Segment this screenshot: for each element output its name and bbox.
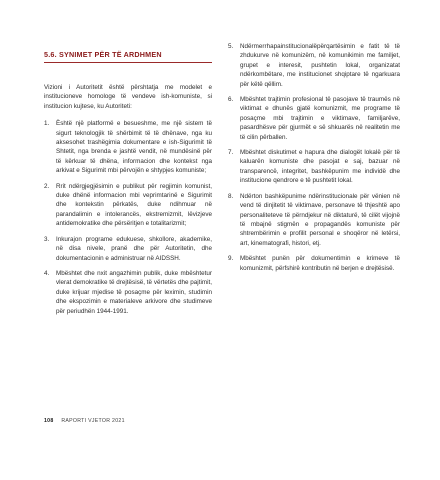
list-item xyxy=(228,254,400,273)
item-text: Mbështet diskutimet e hapura dhe dialogët lokalë për të kaluarën komuniste dhe pasojat e saj, bazuar në transparencë, integritet, bashkëpunim me individë dhe institucione qendrore e të pushtetit lokal. xyxy=(240,149,400,185)
item-text: Mbështet punën për dokumentimin e krimeve të komunizmit, përfshirë kontributin në berjen e drejtësisë. xyxy=(240,255,400,272)
right-column xyxy=(228,42,400,279)
item-number: 3. xyxy=(44,235,50,243)
item-text: Rrit ndërgjegjësimin e publikut për regjimin komunist, duke dhënë informacion mbi veprimtarinë e Sigurimit dhe kontekstin përkatës, duke ndihmuar në parandalimin e intolerancës, ekstremizmit, lëvizjeve antidemokratike dhe përsëritjen e totalitarizmit; xyxy=(56,182,212,228)
list-item xyxy=(228,95,400,142)
item-text: Inkurajon programe edukuese, shkollore, akademike, në disa nivele, pranë dhe për Autoritetin, dhe dokumentacionin e administruar në AIDSSH. xyxy=(56,235,212,262)
item-number: 8. xyxy=(228,192,234,200)
item-number: 9. xyxy=(228,255,234,263)
item-number: 2. xyxy=(44,182,50,190)
item-number: 5. xyxy=(228,43,234,50)
list-item xyxy=(44,235,212,263)
report-title: RAPORTI VJETOR 2021 xyxy=(61,418,125,424)
list-item xyxy=(228,148,400,186)
page-footer xyxy=(44,418,125,424)
recommendations-list-right xyxy=(228,42,400,273)
list-item xyxy=(228,42,400,89)
item-text: Ndërmerrhapainstitucionalëpërqartësimin e fatit të të zhdukurve në komunizëm, në komunikimin me familjet, grupet e interesit, pushtetin lokal, organizatat ndërkombëtare, me institucionet shqiptare të ngarkuara për këtë qëllim. xyxy=(240,43,400,88)
recommendations-list-left xyxy=(44,119,212,316)
item-text: Ndërton bashkëpunime ndërinstitucionale për vënien në vend të dinjitetit të viktimave, personave të thjeshtë apo personaliteteve të përndjekur në diktaturë, të cilët vijojnë të mbajnë stigmën e propagandës komuniste për shtrembërimin e profilit personal e shoqëror në letërsi, art, kinematografi, histori, etj. xyxy=(240,192,400,247)
list-item xyxy=(44,182,212,229)
item-text: Mbështet trajtimin profesional të pasojave të traumës në viktimat e dhunës gjatë komunizmit, me programe të posaçme mbi trajtimin e viktimave, familjarëve, pasardhësve për gjurmët e së shkuarës në realitetin me të cilin përballen. xyxy=(240,96,400,141)
left-column xyxy=(44,42,212,322)
item-number: 6. xyxy=(228,96,234,104)
item-text: Është një platformë e besueshme, me një sistem të sigurt teknologjik të shërbimit të të dhënave, nga ku aksesohet trashëgimia dokumentare e ish-Sigurimit të Shtetit, nga brenda e jashtë vendit, në mundësinë për të kërkuar të dhëna, informacion dhe kontekst nga arkivat e Sigurimit mbi përvojën e shtypjes komuniste; xyxy=(56,120,212,175)
list-item xyxy=(228,192,400,248)
page-number: 108 xyxy=(44,418,54,424)
section-heading: 5.6. SYNIMET PËR TË ARDHMEN xyxy=(44,50,212,63)
list-item xyxy=(44,119,212,175)
list-item xyxy=(44,269,212,316)
item-number: 4. xyxy=(44,269,50,277)
item-number: 7. xyxy=(228,149,234,157)
item-text: Mbështet dhe nxit angazhimin publik, duke mbështetur vlerat demokratike të drejtësisë, të vërtetës dhe pajtimit, duke krijuar mjedise të posaçme për leximin, studimin dhe ekspozimin e materialeve arkivore dhe studimeve për periudhën 1944-1991. xyxy=(56,269,212,315)
intro-paragraph: Vizioni i Autoritetit është përshtatja me modelet e institucioneve homologe të vendeve ish-komuniste, si institucion kujtese, ku Autoriteti: xyxy=(44,84,212,110)
item-number: 1. xyxy=(44,120,50,128)
